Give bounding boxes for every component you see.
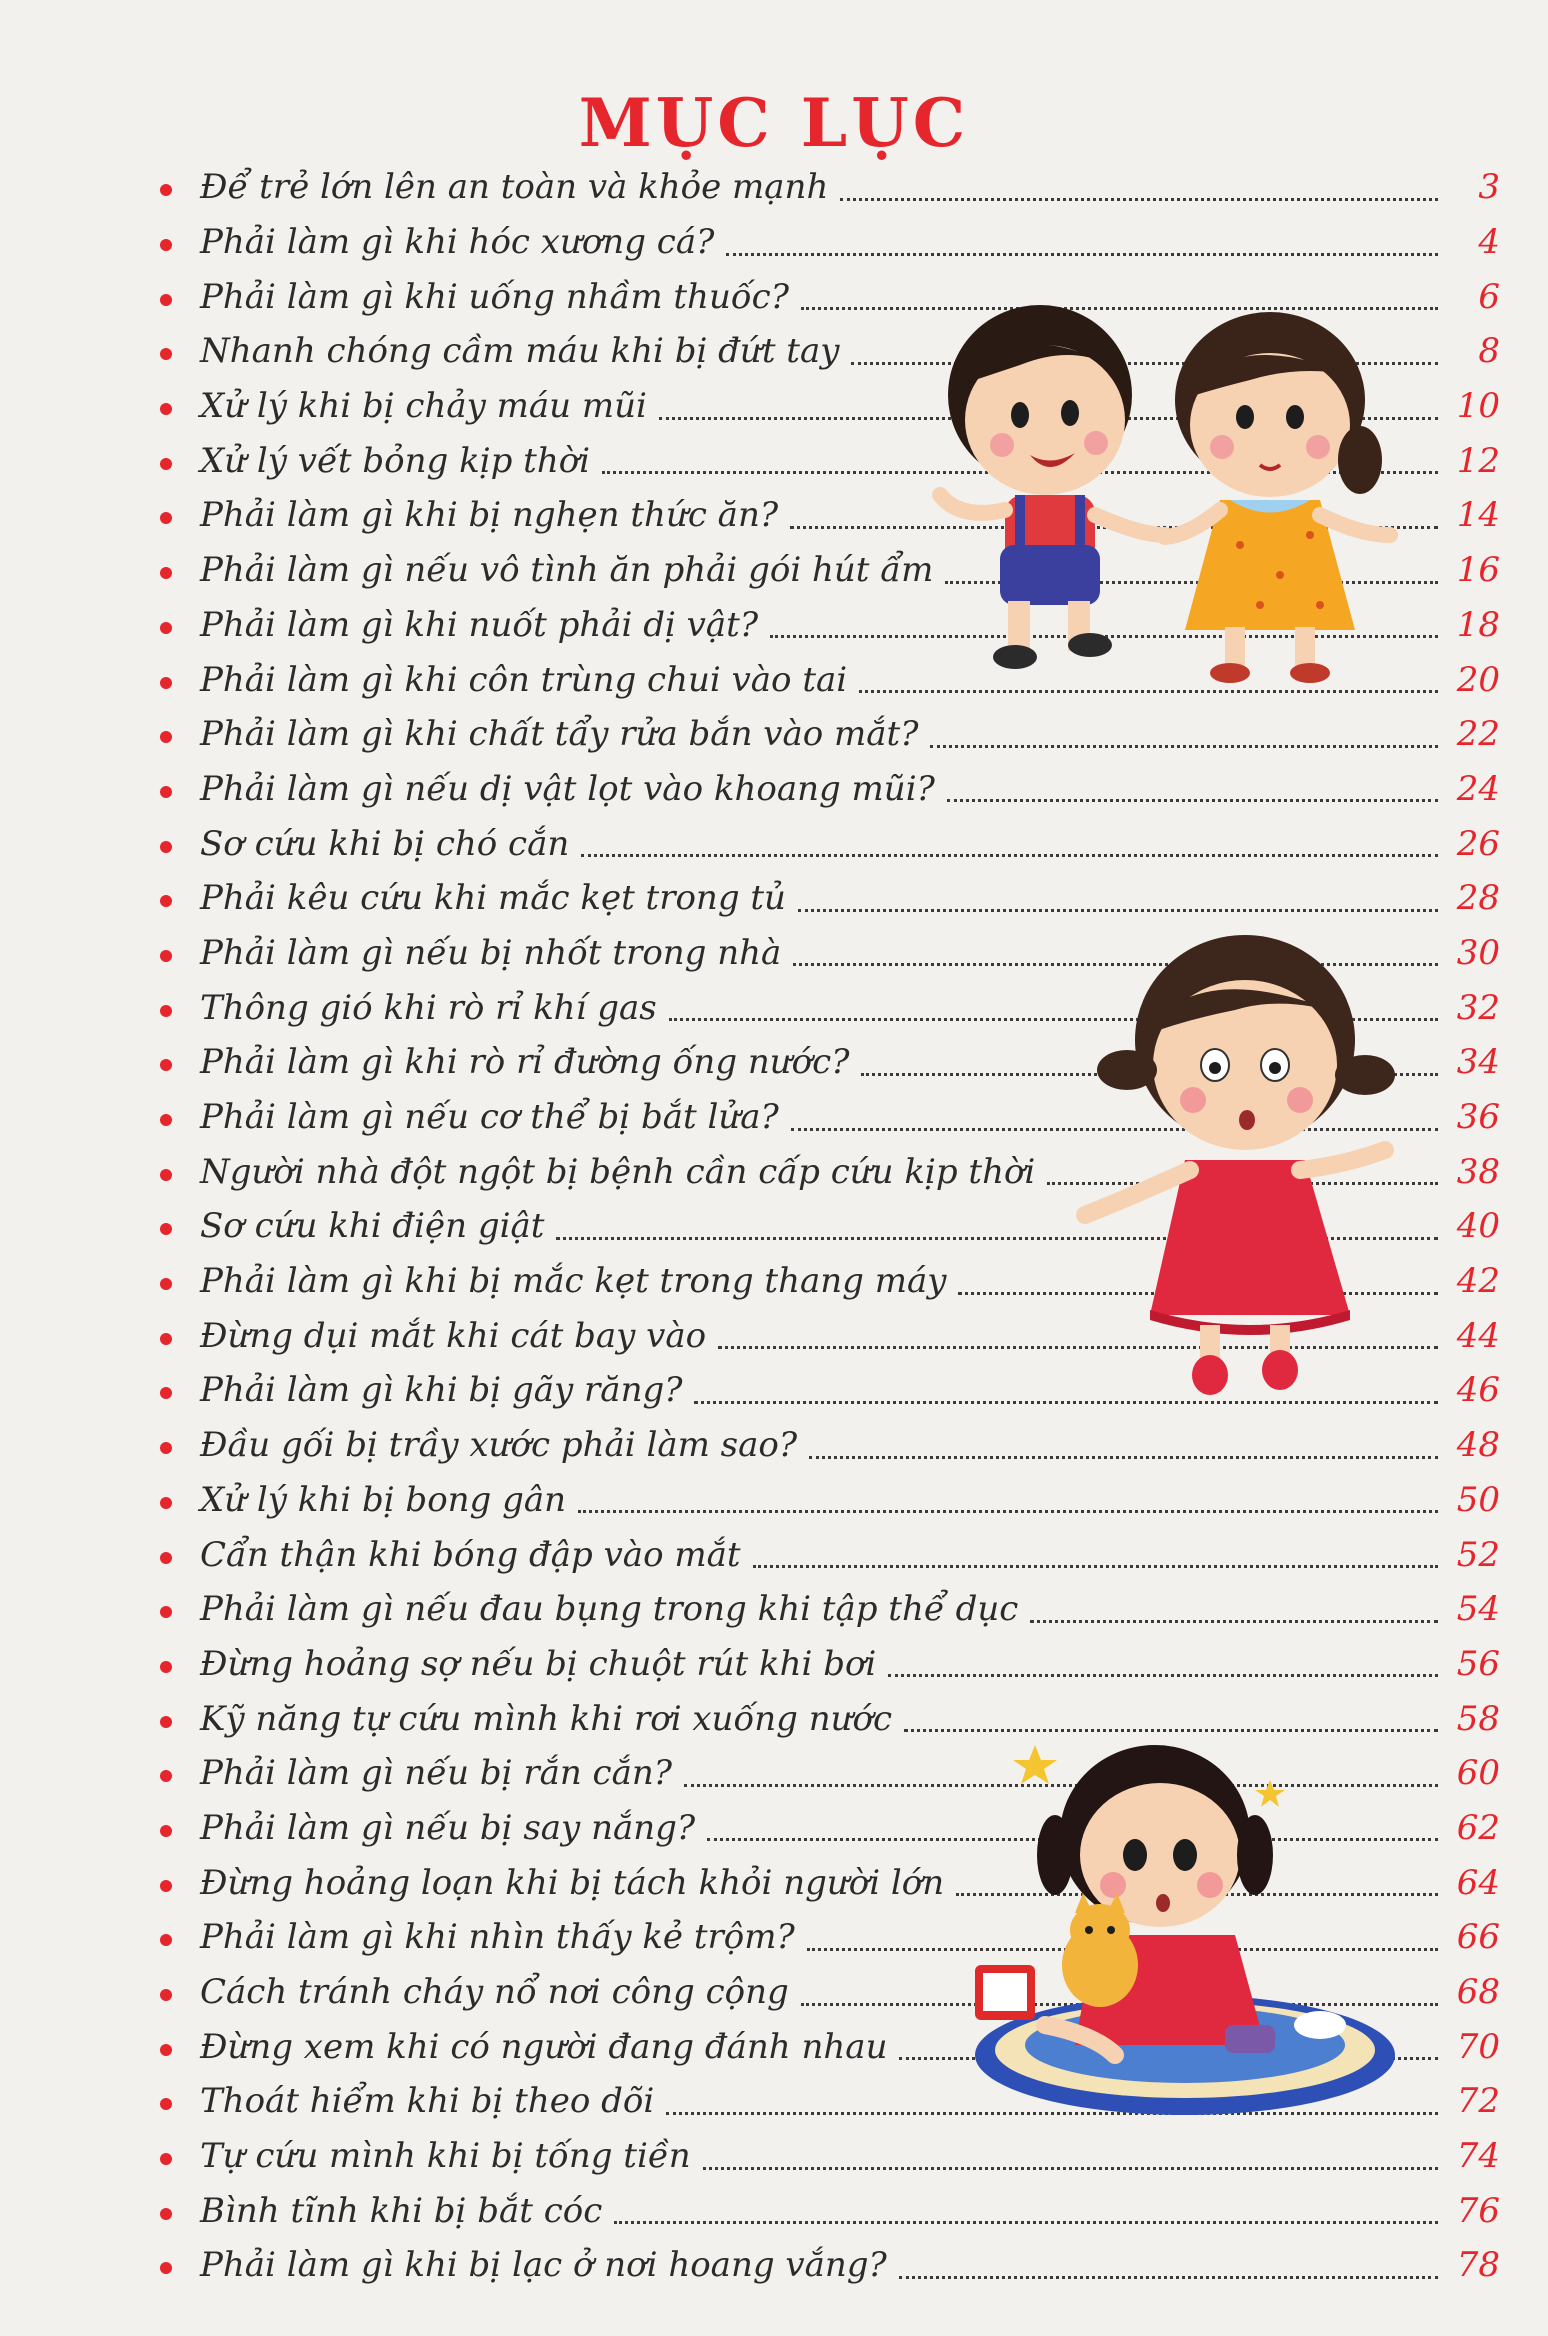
toc-entry-page-number: 14 (1456, 495, 1500, 536)
bullet-icon (160, 239, 172, 251)
bullet-icon (160, 1169, 172, 1181)
bullet-icon (160, 1005, 172, 1017)
bullet-icon (160, 677, 172, 689)
toc-entry-label: Đừng hoảng loạn khi bị tách khỏi người lớn (200, 1862, 945, 1903)
bullet-icon (160, 1442, 172, 1454)
toc-entry-page-number: 22 (1456, 714, 1500, 755)
toc-entry (160, 1418, 1500, 1473)
toc-entry-page-number: 6 (1478, 276, 1500, 317)
toc-entry-page-number: 38 (1456, 1151, 1500, 1192)
toc-entry (160, 816, 1500, 871)
bullet-icon (160, 348, 172, 360)
toc-entry-label: Phải kêu cứu khi mắc kẹt trong tủ (200, 878, 786, 919)
toc-entry-label: Cẩn thận khi bóng đập vào mắt (200, 1534, 741, 1575)
dot-leader (703, 2167, 1438, 2170)
dot-leader (798, 909, 1438, 912)
toc-entry (160, 160, 1500, 215)
toc-entry-page-number: 28 (1456, 878, 1500, 919)
toc-entry-label: Thông gió khi rò rỉ khí gas (200, 987, 657, 1028)
bullet-icon (160, 458, 172, 470)
toc-entry-page-number: 18 (1456, 604, 1500, 645)
toc-entry (160, 1637, 1500, 1692)
bullet-icon (160, 841, 172, 853)
bullet-icon (160, 2044, 172, 2056)
toc-entry-label: Xử lý khi bị chảy máu mũi (200, 386, 647, 427)
toc-entry-page-number: 40 (1456, 1206, 1500, 1247)
toc-entry-page-number: 34 (1456, 1042, 1500, 1083)
toc-entry-page-number: 32 (1456, 987, 1500, 1028)
toc-entry-label: Phải làm gì nếu cơ thể bị bắt lửa? (200, 1097, 779, 1138)
toc-entry (160, 1527, 1500, 1582)
toc-entry-page-number: 26 (1456, 823, 1500, 864)
toc-entry-label: Sơ cứu khi điện giật (200, 1206, 545, 1247)
dot-leader (947, 799, 1438, 802)
bullet-icon (160, 1825, 172, 1837)
bullet-icon (160, 1223, 172, 1235)
toc-entry-page-number: 42 (1456, 1261, 1500, 1302)
toc-entry-page-number: 56 (1456, 1643, 1500, 1684)
dot-leader (578, 1510, 1438, 1513)
toc-entry-label: Phải làm gì nếu bị rắn cắn? (200, 1753, 672, 1794)
bullet-icon (160, 622, 172, 634)
dot-leader (581, 854, 1438, 857)
bullet-icon (160, 950, 172, 962)
toc-entry-page-number: 68 (1456, 1972, 1500, 2013)
toc-entry-label: Sơ cứu khi bị chó cắn (200, 823, 570, 864)
toc-entry-label: Phải làm gì khi rò rỉ đường ống nước? (200, 1042, 850, 1083)
bullet-icon (160, 567, 172, 579)
bullet-icon (160, 1278, 172, 1290)
toc-entry-label: Kỹ năng tự cứu mình khi rơi xuống nước (200, 1698, 893, 1739)
bullet-icon (160, 1387, 172, 1399)
dot-leader (840, 198, 1438, 201)
bullet-icon (160, 1934, 172, 1946)
toc-entry-label: Tự cứu mình khi bị tống tiền (200, 2136, 691, 2177)
bullet-icon (160, 2153, 172, 2165)
dot-leader (726, 253, 1438, 256)
toc-entry-label: Đừng dụi mắt khi cát bay vào (200, 1315, 707, 1356)
worried-girl-red-dress-illustration (1075, 915, 1405, 1405)
toc-entry (160, 2129, 1500, 2184)
toc-entry-page-number: 44 (1456, 1315, 1500, 1356)
toc-entry-label: Phải làm gì khi bị nghẹn thức ăn? (200, 495, 779, 536)
bullet-icon (160, 786, 172, 798)
toc-entry-label: Đầu gối bị trầy xước phải làm sao? (200, 1425, 798, 1466)
bullet-icon (160, 895, 172, 907)
toc-entry-label: Phải làm gì khi nhìn thấy kẻ trộm? (200, 1917, 795, 1958)
toc-entry-page-number: 4 (1478, 222, 1500, 263)
toc-entry-label: Phải làm gì khi bị mắc kẹt trong thang máy (200, 1261, 947, 1302)
bullet-icon (160, 1716, 172, 1728)
toc-entry-page-number: 74 (1456, 2136, 1500, 2177)
toc-entry-label: Phải làm gì khi hóc xương cá? (200, 222, 715, 263)
toc-entry-label: Xử lý vết bỏng kịp thời (200, 440, 591, 481)
girl-sitting-with-cat-illustration (965, 1725, 1405, 2125)
bullet-icon (160, 1333, 172, 1345)
dot-leader (753, 1565, 1438, 1568)
dot-leader (1030, 1620, 1438, 1623)
bullet-icon (160, 2208, 172, 2220)
toc-entry-page-number: 16 (1456, 550, 1500, 591)
toc-entry-label: Đừng xem khi có người đang đánh nhau (200, 2026, 888, 2067)
toc-entry-page-number: 62 (1456, 1807, 1500, 1848)
toc-entry-page-number: 20 (1456, 659, 1500, 700)
toc-entry-label: Bình tĩnh khi bị bắt cóc (200, 2190, 603, 2231)
bullet-icon (160, 512, 172, 524)
toc-entry-page-number: 52 (1456, 1534, 1500, 1575)
toc-entry (160, 2183, 1500, 2238)
toc-entry-page-number: 72 (1456, 2081, 1500, 2122)
dot-leader (888, 1674, 1438, 1677)
toc-entry-label: Phải làm gì khi bị gãy răng? (200, 1370, 683, 1411)
dot-leader (809, 1456, 1438, 1459)
bullet-icon (160, 1770, 172, 1782)
toc-entry-label: Phải làm gì khi bị lạc ở nơi hoang vắng? (200, 2245, 887, 2286)
toc-entry-page-number: 70 (1456, 2026, 1500, 2067)
toc-entry (160, 2238, 1500, 2293)
bullet-icon (160, 2098, 172, 2110)
bullet-icon (160, 1114, 172, 1126)
toc-entry-page-number: 76 (1456, 2190, 1500, 2231)
toc-entry-label: Xử lý khi bị bong gân (200, 1479, 567, 1520)
toc-entry-label: Phải làm gì khi chất tẩy rửa bắn vào mắt? (200, 714, 919, 755)
toc-entry (160, 215, 1500, 270)
girl-figure (1165, 312, 1390, 683)
toc-entry-page-number: 60 (1456, 1753, 1500, 1794)
toc-entry-label: Phải làm gì nếu dị vật lọt vào khoang mũi? (200, 768, 935, 809)
toc-entry-page-number: 58 (1456, 1698, 1500, 1739)
bullet-icon (160, 731, 172, 743)
bullet-icon (160, 1880, 172, 1892)
toc-entry-label: Phải làm gì khi nuốt phải dị vật? (200, 604, 759, 645)
toc-entry-page-number: 78 (1456, 2245, 1500, 2286)
toc-entry (160, 1582, 1500, 1637)
boy-figure (940, 305, 1165, 669)
toc-entry-label: Thoát hiểm khi bị theo dõi (200, 2081, 655, 2122)
toc-entry-label: Đừng hoảng sợ nếu bị chuột rút khi bơi (200, 1643, 877, 1684)
dot-leader (614, 2221, 1438, 2224)
bullet-icon (160, 1059, 172, 1071)
bullet-icon (160, 403, 172, 415)
toc-entry-label: Phải làm gì khi uống nhầm thuốc? (200, 276, 789, 317)
page-title: MỤC LỤC (578, 84, 970, 163)
toc-entry-page-number: 54 (1456, 1589, 1500, 1630)
toc-entry-page-number: 36 (1456, 1097, 1500, 1138)
toc-entry-label: Phải làm gì nếu bị nhốt trong nhà (200, 932, 782, 973)
toc-entry-page-number: 66 (1456, 1917, 1500, 1958)
toc-entry-label: Cách tránh cháy nổ nơi công cộng (200, 1972, 789, 2013)
dot-leader (930, 745, 1438, 748)
toc-entry-page-number: 12 (1456, 440, 1500, 481)
toc-entry-page-number: 64 (1456, 1862, 1500, 1903)
boy-and-girl-holding-hands-illustration (900, 305, 1420, 695)
bullet-icon (160, 1552, 172, 1564)
toc-entry-page-number: 46 (1456, 1370, 1500, 1411)
toc-entry-label: Nhanh chóng cầm máu khi bị đứt tay (200, 331, 840, 372)
toc-entry-page-number: 10 (1456, 386, 1500, 427)
bullet-icon (160, 1497, 172, 1509)
toc-entry (160, 707, 1500, 762)
toc-entry-page-number: 3 (1478, 167, 1500, 208)
bullet-icon (160, 2262, 172, 2274)
toc-entry-page-number: 50 (1456, 1479, 1500, 1520)
bullet-icon (160, 1606, 172, 1618)
toc-entry-page-number: 24 (1456, 768, 1500, 809)
toc-entry-label: Để trẻ lớn lên an toàn và khỏe mạnh (200, 167, 829, 208)
toc-entry (160, 762, 1500, 817)
toc-entry-label: Phải làm gì nếu vô tình ăn phải gói hút ẩm (200, 550, 934, 591)
toc-entry (160, 1473, 1500, 1528)
bullet-icon (160, 294, 172, 306)
bullet-icon (160, 1989, 172, 2001)
toc-entry-label: Phải làm gì nếu đau bụng trong khi tập thể dục (200, 1589, 1019, 1630)
toc-entry-label: Phải làm gì khi côn trùng chui vào tai (200, 659, 848, 700)
dot-leader (899, 2276, 1438, 2279)
toc-entry-label: Người nhà đột ngột bị bệnh cần cấp cứu kịp thời (200, 1151, 1036, 1192)
toc-entry-page-number: 48 (1456, 1425, 1500, 1466)
toc-entry-page-number: 8 (1478, 331, 1500, 372)
toc-entry-page-number: 30 (1456, 932, 1500, 973)
bullet-icon (160, 1661, 172, 1673)
bullet-icon (160, 184, 172, 196)
toc-entry-label: Phải làm gì nếu bị say nắng? (200, 1807, 696, 1848)
